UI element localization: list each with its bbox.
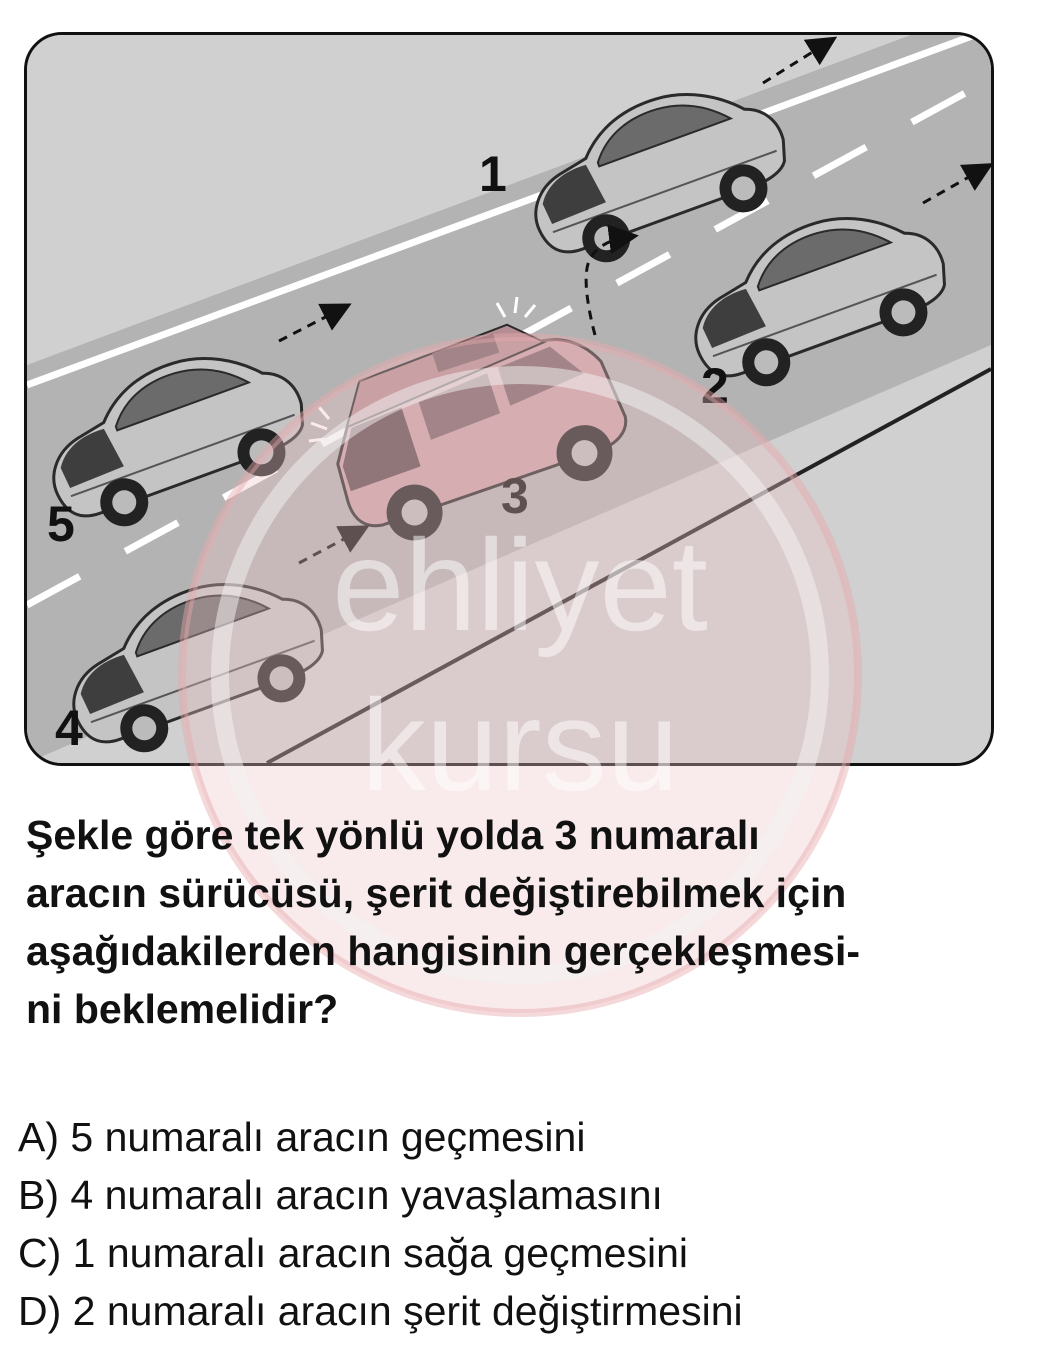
vehicle-label-3: 3 — [501, 468, 529, 524]
watermark-word-ehliyet: ehliyet — [332, 512, 708, 658]
vehicle-label-5: 5 — [47, 496, 75, 552]
question-line: aracın sürücüsü, şerit değiştirebilmek için — [26, 870, 847, 916]
answer-options — [18, 1108, 743, 1340]
question-line: Şekle göre tek yönlü yolda 3 numaralı — [26, 812, 760, 858]
road-scene-svg — [27, 35, 991, 763]
option-d[interactable] — [18, 1282, 743, 1340]
question-line: aşağıdakilerden hangisinin gerçekleşmesi- — [26, 928, 861, 974]
option-letter: B) — [18, 1172, 59, 1218]
road-scene-figure — [24, 32, 994, 766]
option-letter: D) — [18, 1288, 62, 1334]
option-c[interactable] — [18, 1224, 743, 1282]
option-a[interactable] — [18, 1108, 743, 1166]
question-text — [26, 806, 1026, 1038]
option-text: 4 numaralı aracın yavaşlamasını — [70, 1172, 663, 1218]
watermark-word-kursu: kursu — [361, 672, 679, 818]
option-b[interactable] — [18, 1166, 743, 1224]
vehicle-label-2: 2 — [701, 358, 729, 414]
option-letter: A) — [18, 1114, 59, 1160]
option-text: 1 numaralı aracın sağa geçmesini — [72, 1230, 688, 1276]
question-line: ni beklemelidir? — [26, 986, 339, 1032]
option-text: 5 numaralı aracın geçmesini — [70, 1114, 586, 1160]
vehicle-label-4: 4 — [55, 700, 83, 756]
option-letter: C) — [18, 1230, 62, 1276]
option-text: 2 numaralı aracın şerit değiştirmesini — [72, 1288, 743, 1334]
vehicle-label-1: 1 — [479, 146, 507, 202]
